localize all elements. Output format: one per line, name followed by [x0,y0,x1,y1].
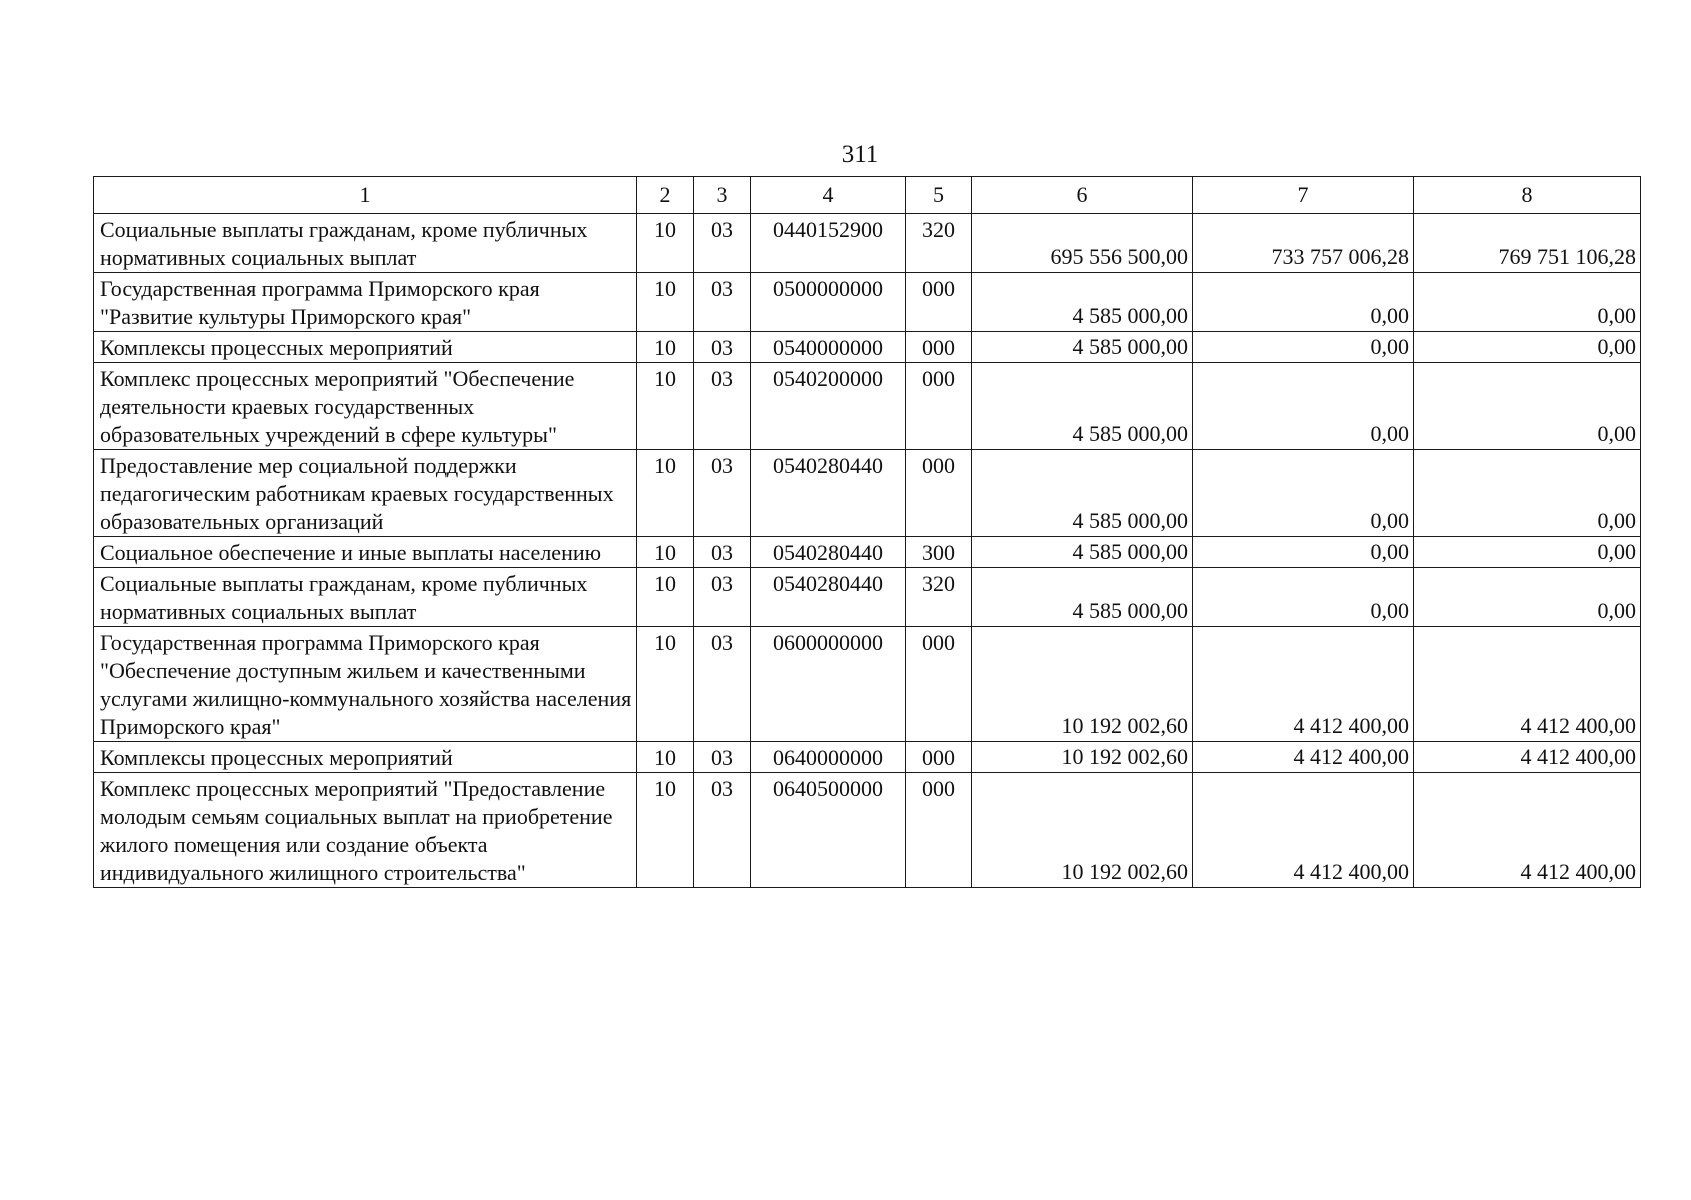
row-section: 10 [637,537,694,568]
row-amount-6: 4 585 000,00 [972,363,1193,450]
row-amount-6: 4 585 000,00 [972,332,1193,363]
row-name: Государственная программа Приморского края "Развитие культуры Приморского края" [94,273,637,332]
row-section: 10 [637,273,694,332]
column-header-7: 7 [1193,177,1414,214]
row-amount-6: 4 585 000,00 [972,450,1193,537]
row-section: 10 [637,568,694,627]
row-amount-6: 10 192 002,60 [972,627,1193,742]
row-amount-6: 4 585 000,00 [972,568,1193,627]
row-amount-7: 0,00 [1193,332,1414,363]
row-amount-8: 0,00 [1414,568,1641,627]
row-amount-8: 0,00 [1414,363,1641,450]
row-target-code: 0600000000 [751,627,906,742]
row-section: 10 [637,773,694,888]
row-expense-type: 000 [906,450,972,537]
row-name: Социальные выплаты гражданам, кроме публичных нормативных социальных выплат [94,214,637,273]
row-expense-type: 000 [906,627,972,742]
row-name: Социальные выплаты гражданам, кроме публичных нормативных социальных выплат [94,568,637,627]
table-row [94,773,1641,888]
row-amount-7: 733 757 006,28 [1193,214,1414,273]
table-row [94,742,1641,773]
row-target-code: 0640000000 [751,742,906,773]
row-target-code: 0540280440 [751,568,906,627]
row-amount-6: 4 585 000,00 [972,273,1193,332]
row-expense-type: 000 [906,742,972,773]
row-amount-7: 0,00 [1193,363,1414,450]
table-row [94,450,1641,537]
row-amount-8: 4 412 400,00 [1414,773,1641,888]
page-number: 311 [841,141,879,168]
row-amount-8: 4 412 400,00 [1414,627,1641,742]
row-amount-6: 695 556 500,00 [972,214,1193,273]
row-expense-type: 320 [906,568,972,627]
row-section: 10 [637,450,694,537]
row-name: Комплексы процессных мероприятий [94,742,637,773]
row-target-code: 0540000000 [751,332,906,363]
row-amount-7: 4 412 400,00 [1193,742,1414,773]
row-target-code: 0540200000 [751,363,906,450]
row-subsection: 03 [694,773,751,888]
row-amount-6: 4 585 000,00 [972,537,1193,568]
column-header-2: 2 [637,177,694,214]
row-amount-7: 0,00 [1193,568,1414,627]
row-amount-8: 4 412 400,00 [1414,742,1641,773]
row-expense-type: 000 [906,773,972,888]
row-amount-7: 4 412 400,00 [1193,773,1414,888]
row-expense-type: 000 [906,273,972,332]
row-subsection: 03 [694,214,751,273]
row-name: Комплекс процессных мероприятий "Обеспечение деятельности краевых государственных образовательных учреждений в сфере культуры" [94,363,637,450]
column-header-4: 4 [751,177,906,214]
row-subsection: 03 [694,363,751,450]
row-target-code: 0540280440 [751,450,906,537]
row-subsection: 03 [694,273,751,332]
column-header-3: 3 [694,177,751,214]
row-target-code: 0440152900 [751,214,906,273]
row-expense-type: 320 [906,214,972,273]
row-section: 10 [637,363,694,450]
row-expense-type: 000 [906,332,972,363]
table-row [94,363,1641,450]
row-section: 10 [637,742,694,773]
row-name: Предоставление мер социальной поддержки педагогическим работникам краевых государственных образовательных организаций [94,450,637,537]
row-subsection: 03 [694,537,751,568]
column-header-8: 8 [1414,177,1641,214]
header-row [94,177,1641,214]
column-header-1: 1 [94,177,637,214]
row-amount-8: 769 751 106,28 [1414,214,1641,273]
row-amount-6: 10 192 002,60 [972,742,1193,773]
row-target-code: 0500000000 [751,273,906,332]
row-target-code: 0540280440 [751,537,906,568]
row-amount-7: 0,00 [1193,537,1414,568]
table-row [94,332,1641,363]
row-amount-8: 0,00 [1414,537,1641,568]
row-name: Социальное обеспечение и иные выплаты населению [94,537,637,568]
row-name: Государственная программа Приморского края "Обеспечение доступным жильем и качественными услугами жилищно-коммунального хозяйства населения Приморского края" [94,627,637,742]
row-amount-7: 0,00 [1193,273,1414,332]
table-row [94,273,1641,332]
row-subsection: 03 [694,568,751,627]
table-row [94,627,1641,742]
row-subsection: 03 [694,627,751,742]
row-section: 10 [637,332,694,363]
column-header-5: 5 [906,177,972,214]
row-expense-type: 000 [906,363,972,450]
row-subsection: 03 [694,450,751,537]
row-expense-type: 300 [906,537,972,568]
budget-table [93,176,1641,888]
row-section: 10 [637,214,694,273]
row-amount-8: 0,00 [1414,332,1641,363]
row-section: 10 [637,627,694,742]
row-name: Комплекс процессных мероприятий "Предоставление молодым семьям социальных выплат на приобретение жилого помещения или создание объекта индивидуального жилищного строительства" [94,773,637,888]
column-header-6: 6 [972,177,1193,214]
row-amount-8: 0,00 [1414,273,1641,332]
table-row [94,568,1641,627]
table-row [94,214,1641,273]
row-subsection: 03 [694,742,751,773]
row-subsection: 03 [694,332,751,363]
row-target-code: 0640500000 [751,773,906,888]
table-row [94,537,1641,568]
row-amount-7: 0,00 [1193,450,1414,537]
row-amount-7: 4 412 400,00 [1193,627,1414,742]
row-amount-8: 0,00 [1414,450,1641,537]
row-name: Комплексы процессных мероприятий [94,332,637,363]
row-amount-6: 10 192 002,60 [972,773,1193,888]
